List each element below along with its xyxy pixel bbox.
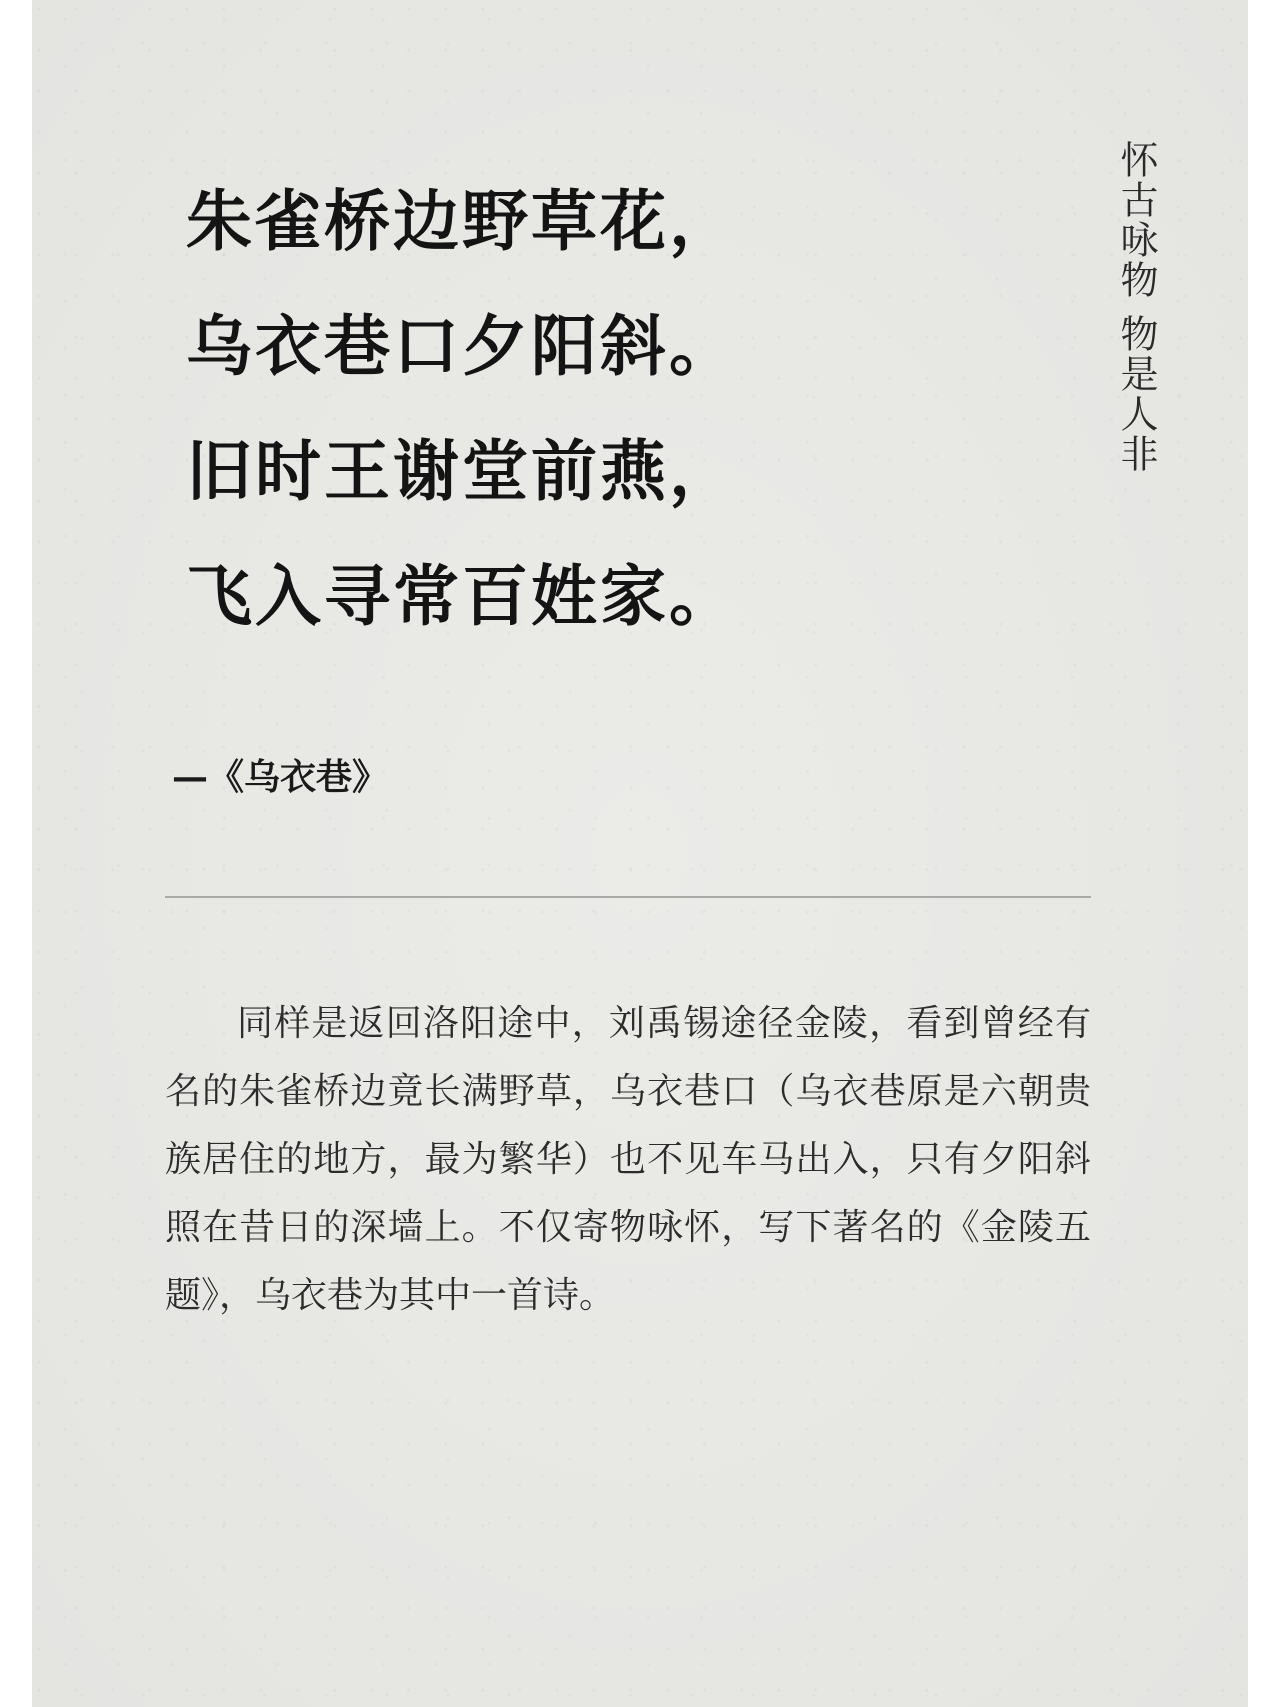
side-title: 怀古咏物 物是人非 bbox=[1114, 140, 1158, 475]
poem-line: 乌衣巷口夕阳斜。 bbox=[186, 307, 738, 385]
divider bbox=[165, 896, 1091, 898]
description-paragraph: 同样是返回洛阳途中，刘禹锡途径金陵，看到曾经有名的朱雀桥边竟长满野草，乌衣巷口（乌衣巷原是六朝贵族居住的地方，最为繁华）也不见车马出入，只有夕阳斜照在昔日的深墙上。不仅寄物咏怀，写下著名的《金陵五题》，乌衣巷为其中一首诗。 bbox=[165, 1003, 1091, 1316]
poem-source: —《乌衣巷》 bbox=[172, 756, 389, 798]
poem-line: 旧时王谢堂前燕， bbox=[186, 432, 738, 510]
page-background bbox=[32, 0, 1248, 1707]
poem-line: 朱雀桥边野草花， bbox=[186, 182, 738, 260]
poem bbox=[186, 182, 738, 688]
poem-line: 飞入寻常百姓家。 bbox=[186, 557, 738, 635]
